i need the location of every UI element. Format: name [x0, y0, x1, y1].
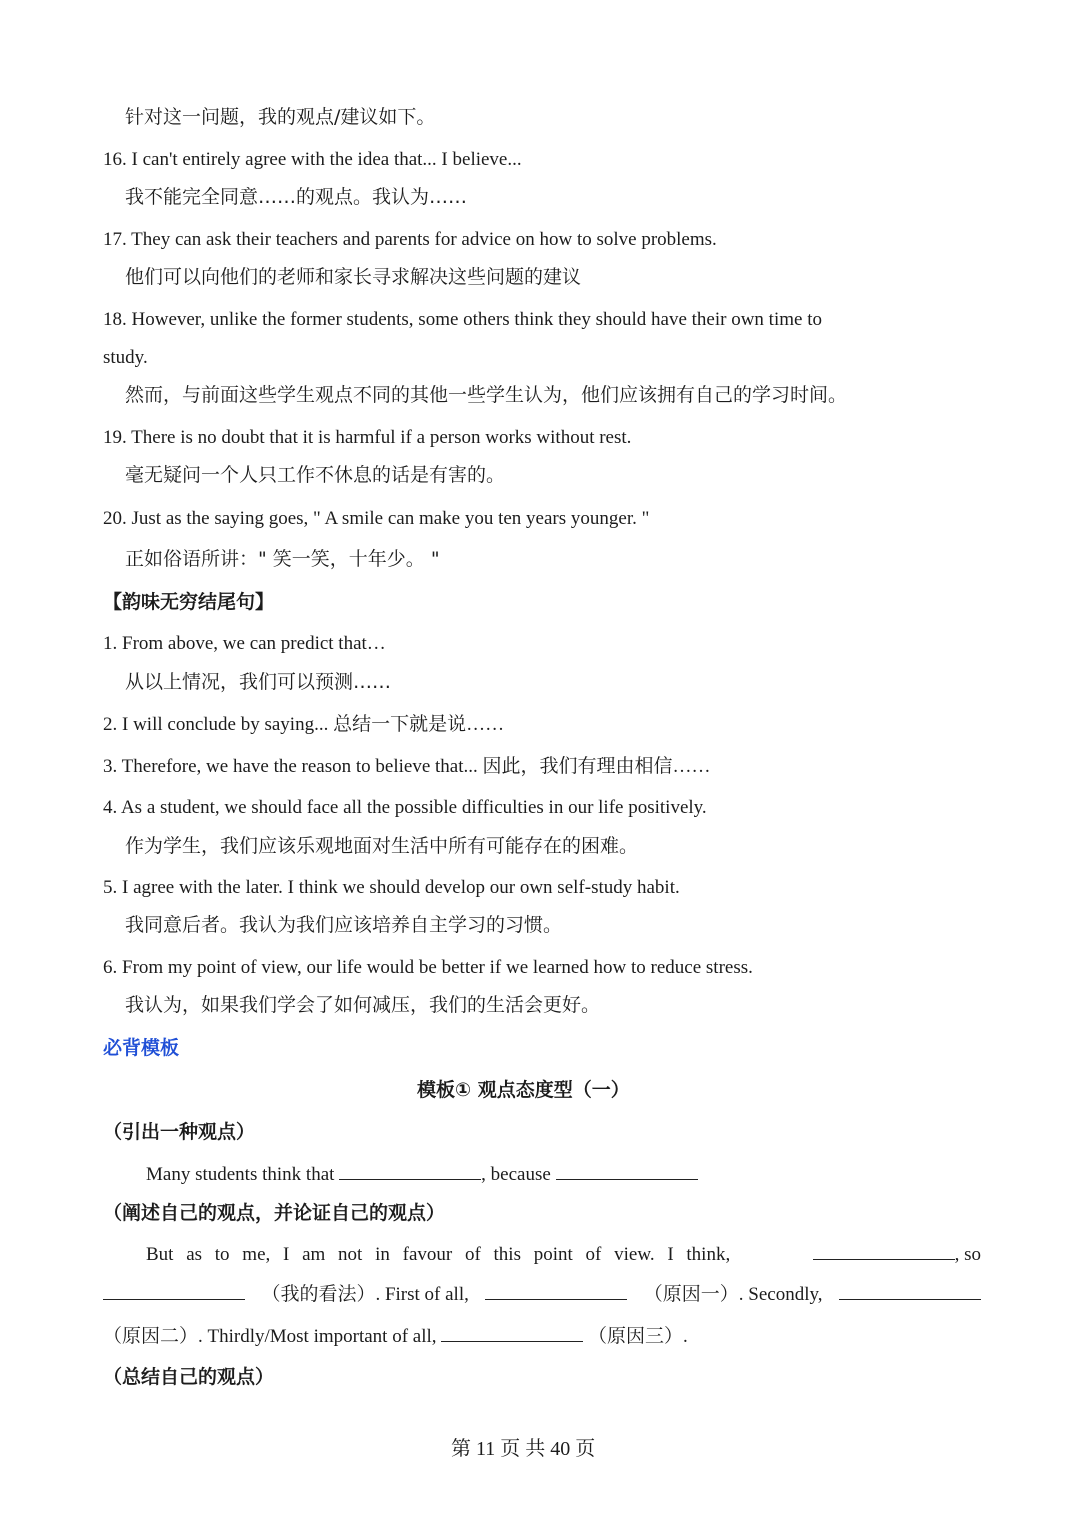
- ending-5-translation: 我同意后者。我认为我们应该培养自主学习的习惯。: [125, 914, 563, 936]
- translation-16: 我不能完全同意……的观点。我认为……: [125, 186, 468, 208]
- template-text: But as to me, I am not in favour of this point of view. I think,: [146, 1244, 731, 1265]
- sentence-16: 16. I can't entirely agree with the idea that... I believe...: [103, 149, 522, 170]
- section-heading-templates: 必背模板: [103, 1037, 180, 1059]
- translation-20: 正如俗语所讲：" 笑一笑，十年少。 ": [125, 548, 440, 570]
- fill-blank[interactable]: [339, 1165, 481, 1180]
- sentence-20: 20. Just as the saying goes, " A smile can make you ten years younger. ": [103, 508, 650, 529]
- template-step-summarize: （总结自己的观点）: [103, 1366, 275, 1388]
- ending-4-translation: 作为学生，我们应该乐观地面对生活中所有可能存在的困难。: [125, 835, 639, 857]
- fill-blank[interactable]: [441, 1327, 583, 1342]
- fill-blank[interactable]: [485, 1285, 627, 1300]
- translation-19: 毫无疑问一个人只工作不休息的话是有害的。: [125, 464, 506, 486]
- template-text: （原因三）.: [588, 1326, 688, 1347]
- translation-18: 然而，与前面这些学生观点不同的其他一些学生认为，他们应该拥有自己的学习时间。: [125, 384, 848, 406]
- template-step-introduce: （引出一种观点）: [103, 1121, 256, 1143]
- fill-blank[interactable]: [839, 1285, 981, 1300]
- ending-1: 1. From above, we can predict that…: [103, 633, 386, 654]
- template-text: Many students think that: [146, 1164, 335, 1185]
- section-heading-endings: 【韵味无穷结尾句】: [103, 591, 275, 613]
- template-line-3: [103, 1285, 981, 1304]
- template-text: （我的看法）. First of all,: [261, 1284, 469, 1305]
- translation-17: 他们可以向他们的老师和家长寻求解决这些问题的建议: [125, 266, 582, 288]
- sentence-18-cont: study.: [103, 347, 148, 368]
- ending-5: 5. I agree with the later. I think we should develop our own self-study habit.: [103, 877, 680, 898]
- sentence-19: 19. There is no doubt that it is harmful if a person works without rest.: [103, 427, 632, 448]
- ending-4: 4. As a student, we should face all the possible difficulties in our life positively.: [103, 797, 707, 818]
- fill-blank[interactable]: [813, 1245, 955, 1260]
- fill-blank[interactable]: [556, 1165, 698, 1180]
- fill-blank[interactable]: [103, 1285, 245, 1300]
- page-number: 第 11 页 共 40 页: [451, 1438, 596, 1460]
- ending-6: 6. From my point of view, our life would be better if we learned how to reduce stress.: [103, 957, 753, 978]
- template-text: , so: [954, 1244, 981, 1265]
- template-text: （原因一）. Secondly,: [643, 1284, 823, 1305]
- ending-1-translation: 从以上情况，我们可以预测……: [125, 671, 392, 693]
- template-text: , because: [481, 1164, 551, 1185]
- text-line: 针对这一问题，我的观点/建议如下。: [125, 106, 436, 128]
- template-line-1: [146, 1165, 698, 1184]
- template-title: 模板① 观点态度型（一）: [417, 1079, 630, 1101]
- sentence-18: 18. However, unlike the former students, some others think they should have their own time to: [103, 309, 822, 330]
- template-line-4: [103, 1327, 688, 1346]
- ending-2: 2. I will conclude by saying... 总结一下就是说……: [103, 714, 505, 735]
- sentence-17: 17. They can ask their teachers and parents for advice on how to solve problems.: [103, 229, 717, 250]
- template-text: （原因二）. Thirdly/Most important of all,: [103, 1326, 437, 1347]
- ending-6-translation: 我认为，如果我们学会了如何减压，我们的生活会更好。: [125, 994, 601, 1016]
- ending-3: 3. Therefore, we have the reason to believe that... 因此，我们有理由相信……: [103, 756, 711, 777]
- template-line-2: [146, 1245, 981, 1264]
- template-step-argue: （阐述自己的观点，并论证自己的观点）: [103, 1202, 446, 1224]
